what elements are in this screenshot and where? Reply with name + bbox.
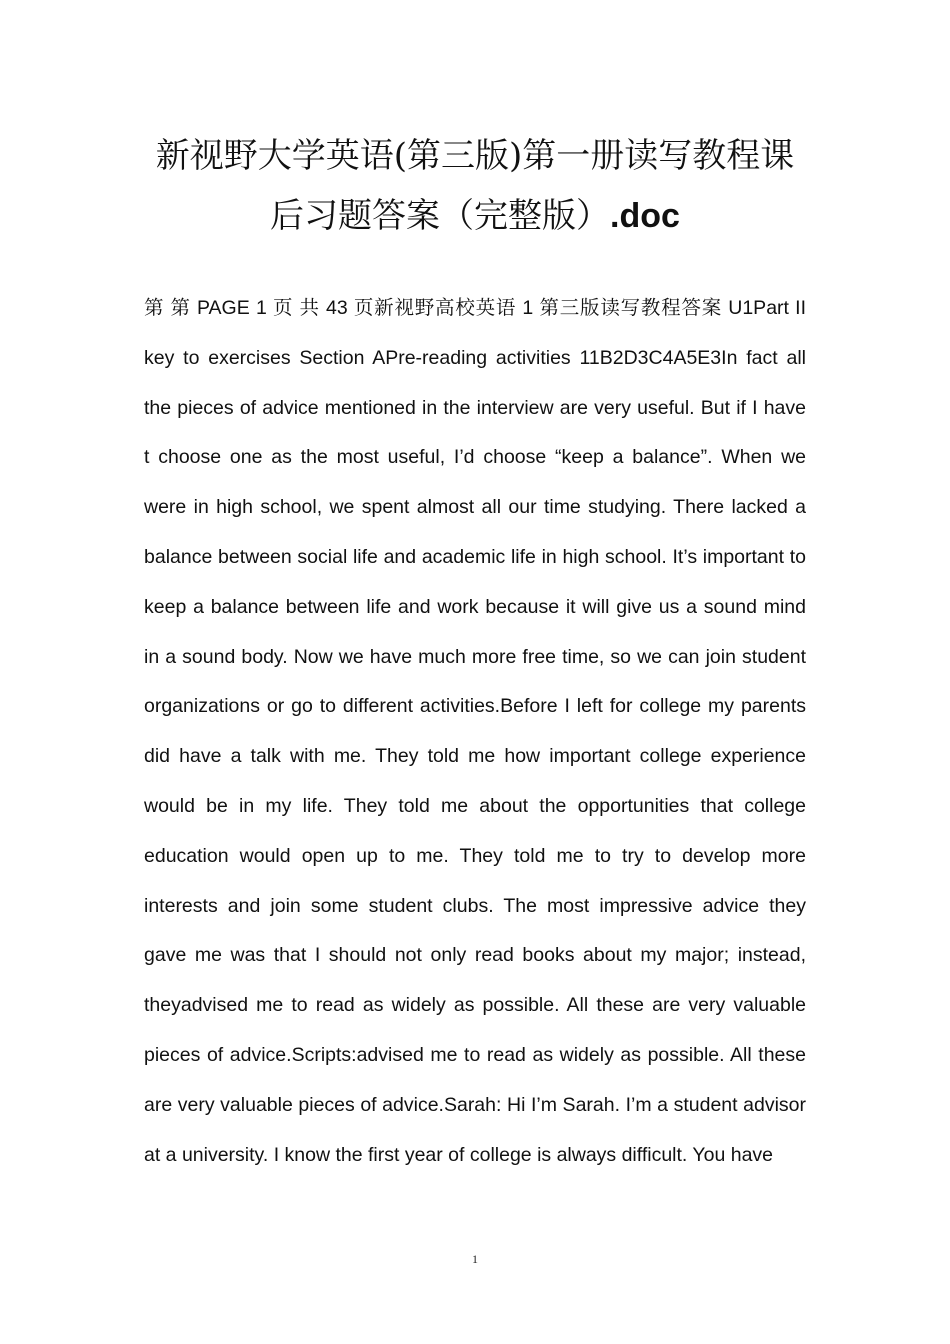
title-extension: .doc [610, 197, 680, 235]
document-body-text: 第 第 PAGE 1 页 共 43 页新视野高校英语 1 第三版读写教程答案 U1Part II key to exercises Section APre-reading activities 11B2D3C4A5E3In fact all the pieces of advice mentioned in the interview are very useful. But if I have t choose one as the most useful, I’d choose “keep a balance”. When we were in high school, we spent almost all our time studying. There lacked a balance between social life and academic life in high school. It’s important to keep a balance between life and work because it will give us a sound mind in a sound body. Now we have much more free time, so we can join student organizations or go to different activities.Before I left for college my parents did have a talk with me. They told me how important college experience would be in my life. They told me about the opportunities that college education would open up to me. They told me to try to develop more interests and join some student clubs. The most impressive advice they gave me was that I should not only read books about my major; instead, theyadvised me to read as widely as possible. All these are very valuable pieces of advice.Scripts:advised me to read as widely as possible. All these are very valuable pieces of advice.Sarah: Hi I’m Sarah. I’m a student advisor at a university. I know the first year of college is always difficult. You have [144, 297, 806, 1166]
page-number: 1 [472, 1252, 478, 1266]
document-title [110, 126, 840, 246]
title-line-1: 新视野大学英语(第三版)第一册读写教程课 [155, 136, 795, 176]
title-line-2: 后习题答案（完整版） [270, 196, 611, 236]
